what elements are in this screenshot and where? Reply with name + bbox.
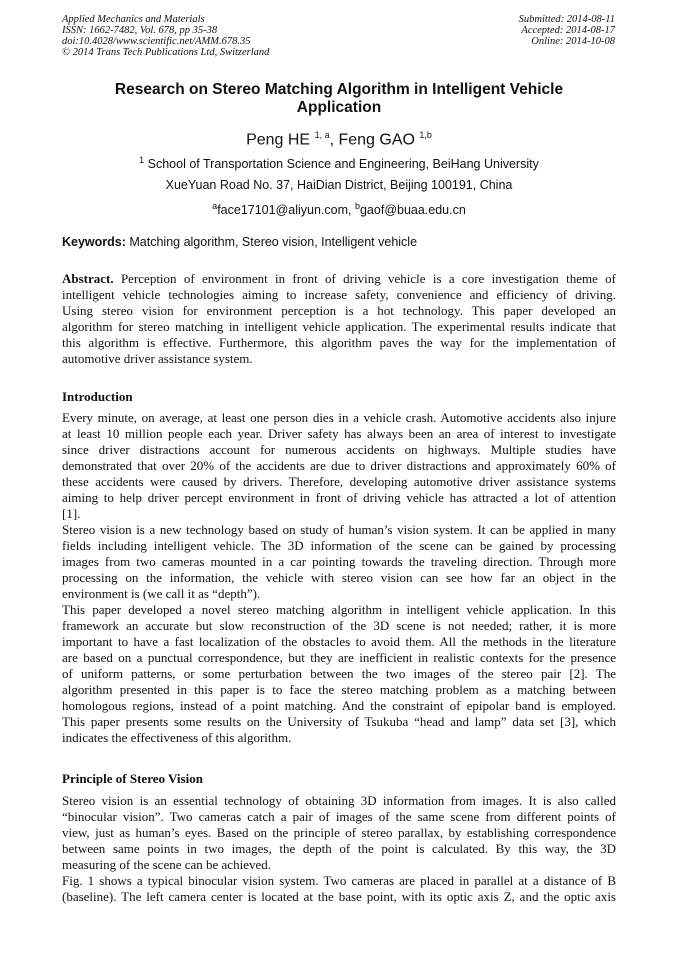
email-sup: b	[354, 201, 360, 211]
paragraph-line: framework an accurate but slow reconstruction of the 3D scene is not needed; rather, it is more	[62, 618, 616, 633]
paragraph-line: measuring of the scene can be achieved.	[62, 857, 271, 872]
separator: ,	[329, 131, 335, 149]
paper-title	[62, 81, 616, 117]
title-line: Research on Stereo Matching Algorithm in Intelligent Vehicle	[114, 81, 564, 98]
submitted-date: Submitted: 2014-08-11	[518, 14, 615, 25]
abstract	[62, 271, 616, 367]
emails	[62, 201, 616, 217]
paragraph-line: at least 10 million people each year. Driver safety has always been an area of interest to investigate	[62, 426, 616, 441]
paragraph-line: processing on the information, the vehicle with stereo vision can see how far an object in the	[62, 570, 616, 585]
issn: ISSN: 1662-7482, Vol. 678, pp 35-38	[62, 25, 218, 36]
paragraph-line: between same points in two images, the depth of the point is calculated. By this way, the 3D	[62, 841, 616, 856]
principle-heading: Principle of Stereo Vision	[62, 771, 203, 786]
introduction-body	[62, 410, 616, 746]
paragraph-line: environment is (we call it as “depth”).	[62, 586, 261, 601]
email-b[interactable]: gaof@buaa.edu.cn	[359, 203, 466, 218]
affiliation-line	[62, 155, 616, 171]
introduction-heading: Introduction	[62, 389, 133, 404]
keywords-text: Matching algorithm, Stereo vision, Intelligent vehicle	[125, 235, 418, 249]
abstract-line: automotive driver assistance system.	[62, 351, 253, 366]
paragraph-line: view, just as human’s eyes. Based on the principle of stereo parallax, by establishing correspondence	[62, 825, 616, 840]
paragraph-line: fields including intelligent vehicle. The 3D information of the scene can be gained by processing	[62, 538, 616, 553]
journal-name: Applied Mechanics and Materials	[62, 14, 205, 25]
online-date: Online: 2014-10-08	[531, 36, 615, 47]
abstract-line: algorithm for stereo matching in intelligent vehicle application. The experimental results indicate that	[62, 319, 616, 334]
paragraph-line: aiming to help driver percept environment in front of driving vehicle has attracted a lot of attention	[62, 490, 616, 505]
paragraph-line: [1].	[62, 506, 81, 521]
abstract-label: Abstract.	[62, 271, 114, 286]
author-sup: 1,b	[419, 130, 432, 140]
paragraph-line: This paper developed a novel stereo matching algorithm in intelligent vehicle application. In this	[62, 602, 616, 617]
paragraph-line: homologous regions, instead of a point matching. And the constraint of epipolar band is employed.	[62, 698, 616, 713]
aff-sup: 1	[139, 155, 145, 165]
abstract-line: intelligent vehicle technologies aiming to increase safety, convenience and efficiency of driving.	[62, 287, 616, 302]
paragraph-line: indicates the effectiveness of this algorithm.	[62, 730, 292, 745]
paragraph-line: important to have a fast localization of the obstacles to avoid them. All the methods in the literature	[62, 634, 616, 649]
principle-body	[62, 793, 616, 905]
paragraph-line: since driver distractions account for numerous accidents on highways. Multiple studies have	[62, 442, 616, 457]
paragraph-line: of uniform patterns, or some perturbation between the two images of the stereo pair [2]. The	[62, 666, 616, 681]
keywords	[62, 235, 417, 249]
copyright: © 2014 Trans Tech Publications Ltd, Switzerland	[62, 47, 270, 58]
keywords-label: Keywords:	[62, 235, 126, 249]
author-name: Feng GAO	[338, 131, 415, 149]
paragraph-line: This paper presents some results on the University of Tsukuba “head and lamp” data set [3], which	[62, 714, 616, 729]
paragraph-line: (baseline). The left camera center is located at the base point, with its optic axis Z, and the optic axis	[62, 889, 616, 904]
email-sup: a	[212, 201, 218, 211]
paragraph-line: these accidents were caused by drivers. Therefore, developing automotive driver assistance systems	[62, 474, 616, 489]
paragraph-line: Every minute, on average, at least one person dies in a vehicle crash. Automotive accidents also injure	[62, 410, 616, 425]
address-line: XueYuan Road No. 37, HaiDian District, Beijing 100191, China	[165, 178, 513, 192]
aff-text: School of Transportation Science and Engineering, BeiHang University	[147, 157, 539, 172]
paragraph-line: algorithm presented in this paper is to face the stereo matching problem as a matching between	[62, 682, 616, 697]
abstract-line	[62, 271, 616, 287]
paragraph-line: Stereo vision is an essential technology of obtaining 3D information from images. It is also called	[62, 793, 616, 808]
paragraph-line: demonstrated that over 20% of the accidents are due to driver distractions and approximately 60% of	[62, 458, 616, 473]
doi: doi:10.4028/www.scientific.net/AMM.678.35	[62, 36, 251, 47]
dates-info	[519, 14, 615, 47]
authors	[62, 130, 616, 149]
abstract-line: this algorithm is effective. Furthermore, this algorithm paves the way for the implementation of	[62, 335, 616, 350]
accepted-date: Accepted: 2014-08-17	[521, 25, 615, 36]
paragraph-line: images from two cameras mounted in a car pointing towards the traveling direction. Through more	[62, 554, 616, 569]
email-a[interactable]: face17101@aliyun.com,	[217, 203, 355, 218]
paragraph-line: are based on a punctual correspondence, but they are inefficient in realistic contexts for the presence	[62, 650, 616, 665]
author-name: Peng HE	[246, 131, 311, 149]
paragraph-line: “binocular vision”. Two cameras catch a pair of images of the same scene from different points of	[62, 809, 616, 824]
author-sup: 1, a	[314, 130, 330, 140]
journal-info	[62, 14, 269, 58]
paragraph-line: Fig. 1 shows a typical binocular vision system. Two cameras are placed in parallel at a distance of B	[62, 873, 616, 888]
abstract-line: Using stereo vision for environment perception is a hot technology. This paper developed an	[62, 303, 616, 318]
abstract-text: Perception of environment in front of driving vehicle is a core investigation theme of	[113, 271, 616, 286]
paragraph-line: Stereo vision is a new technology based on study of human’s vision system. It can be applied in many	[62, 522, 616, 537]
title-line: Application	[296, 99, 382, 116]
